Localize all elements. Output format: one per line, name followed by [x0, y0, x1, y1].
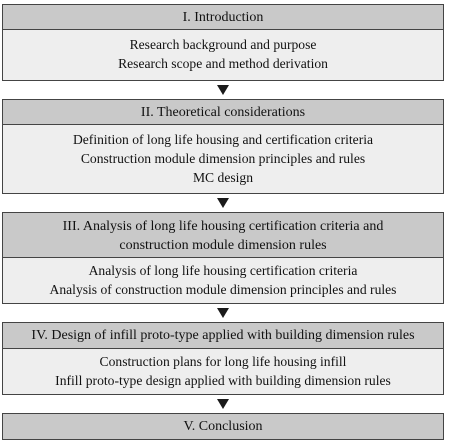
section-item: Construction module dimension principles and rules	[80, 151, 366, 166]
down-arrow-icon	[217, 198, 229, 208]
down-arrow-icon	[217, 308, 229, 318]
down-arrow-icon	[217, 85, 229, 95]
section-introduction	[2, 4, 444, 81]
flow-arrow	[2, 194, 444, 212]
section-item: MC design	[192, 170, 254, 185]
section-title	[3, 5, 443, 30]
research-flow-diagram	[2, 4, 444, 440]
section-title	[3, 323, 443, 349]
section-title-line: V. Conclusion	[183, 419, 263, 434]
section-conclusion	[2, 413, 444, 440]
section-item: Definition of long life housing and certification criteria	[72, 132, 374, 147]
section-title-line: II. Theoretical considerations	[140, 105, 306, 120]
down-arrow-icon	[217, 399, 229, 409]
section-items	[3, 125, 443, 193]
section-items	[3, 349, 443, 394]
flow-arrow	[2, 395, 444, 413]
section-item: Research scope and method derivation	[118, 56, 328, 71]
section-item: Research background and purpose	[129, 37, 317, 52]
section-analysis	[2, 212, 444, 304]
section-title	[3, 213, 443, 258]
section-item: Infill proto-type design applied with building dimension rules	[55, 373, 391, 388]
section-items	[3, 30, 443, 80]
section-item: Analysis of long life housing certification criteria	[88, 263, 358, 278]
flow-arrow	[2, 81, 444, 99]
section-title-line: construction module dimension rules	[119, 238, 327, 253]
section-title	[3, 100, 443, 125]
section-title-line: IV. Design of infill proto-type applied with building dimension rules	[31, 328, 415, 343]
section-title	[3, 414, 443, 439]
section-item: Analysis of construction module dimension principles and rules	[49, 282, 397, 297]
flow-arrow	[2, 304, 444, 322]
section-title-line: III. Analysis of long life housing certification criteria and	[62, 219, 384, 234]
section-item: Construction plans for long life housing infill	[99, 354, 347, 369]
section-items	[3, 258, 443, 303]
section-infill-design	[2, 322, 444, 395]
section-title-line: I. Introduction	[182, 10, 264, 25]
section-theoretical-considerations	[2, 99, 444, 194]
